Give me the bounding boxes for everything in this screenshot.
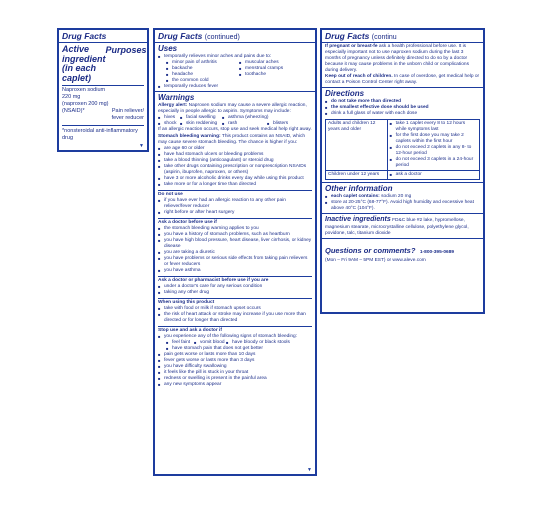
bleeding-sign: ■ have stomach pain that does not get better <box>166 346 312 352</box>
stomach-text: This product contains an NSAID, which may cause severe stomach bleeding. The chance is higher if you: <box>158 134 306 145</box>
pregnancy-section <box>322 43 483 88</box>
allergy-symptom: ■ hives <box>158 115 180 121</box>
drug-facts-title: Drug Facts <box>325 31 370 41</box>
use-item: ■ muscular aches <box>239 60 312 66</box>
questions-header: Questions or comments? <box>325 246 416 255</box>
use-item: ■ headache <box>166 72 239 78</box>
stomach-item: ■ have had stomach ulcers or bleeding problems <box>158 152 312 158</box>
use-item: ■ temporarily reduces fever <box>158 84 312 90</box>
children-dose: ■ ask a doctor <box>390 172 477 178</box>
allergy-title: Allergy alert: <box>158 103 188 108</box>
stop-use-title: Stop use and ask a doctor if <box>158 328 222 333</box>
bleeding-sign: ■ vomit blood <box>194 340 226 346</box>
warnings-section <box>155 92 315 389</box>
allergy-symptom: ■ blisters <box>267 121 312 127</box>
bleeding-sign: ■ feel faint <box>166 340 194 346</box>
use-item: ■ backache <box>166 66 239 72</box>
stop-use-item: ■ fever gets worse or lasts more than 3 days <box>158 358 312 364</box>
adult-dose-item: ■ take 1 caplet every 8 to 12 hours while symptoms last <box>390 121 477 133</box>
continued-label: (continu <box>371 34 397 41</box>
allergy-text: Naproxen sodium may cause a severe allergic reaction, especially in people allergic to aspirin. Symptoms may include: <box>158 103 307 114</box>
stomach-item: ■ take more or for a longer time than directed <box>158 182 312 188</box>
nsaid-footnote: *nonsteroidal anti-inflammatory drug <box>62 125 144 142</box>
questions-section <box>322 239 483 265</box>
stop-use-item: ■ it feels like the pill is stuck in your throat <box>158 370 312 376</box>
panel-active-ingredient <box>57 28 149 152</box>
stomach-item: ■ are age 60 or older <box>158 146 312 152</box>
ask-doctor-item: ■ you have a history of stomach problems, such as heartburn <box>158 232 312 238</box>
when-using-item: ■ the risk of heart attack or stroke may increase if you use more than directed or for longer than directed <box>158 312 312 324</box>
storage-info: ■ store at 20-25°C (68-77°F). Avoid high humidity and excessive heat above 40°C (104°F). <box>325 200 480 212</box>
purpose-line: fever reducer <box>111 115 144 121</box>
do-not-use-title: Do not use <box>158 192 183 197</box>
warnings-header: Warnings <box>158 93 195 102</box>
direction-item: ■ do not take more than directed <box>325 99 480 105</box>
other-info-header: Other information <box>325 184 393 193</box>
use-item: ■ minor pain of arthritis <box>166 60 239 66</box>
inactive-text: FD&C blue #2 lake, hypromellose, magnesium stearate, microcrystalline cellulose, polyethylene glycol, povidone, talc, titanium dioxide <box>325 218 469 236</box>
active-purposes-row <box>62 44 147 83</box>
continue-arrow-icon: ▼ <box>139 143 144 149</box>
ask-pharmacist-title: Ask a doctor or pharmacist before use if you are <box>158 278 269 283</box>
stomach-item: ■ have 3 or more alcoholic drinks every day while using this product <box>158 176 312 182</box>
panel-header <box>322 30 483 43</box>
stomach-item: ■ take a blood thinning (anticoagulant) or steroid drug <box>158 158 312 164</box>
panel-header <box>155 30 315 43</box>
table-row <box>326 171 480 180</box>
inactive-section <box>322 214 483 239</box>
stomach-item: ■ take other drugs containing prescription or nonprescription NSAIDs (aspirin, ibuprofen, naproxen, or others) <box>158 164 312 176</box>
ask-doctor-item: ■ you are taking a diuretic <box>158 250 312 256</box>
caplet-contains-label: each caplet contains: <box>331 194 380 199</box>
pregnant-text: ask a health professional before use. It is especially important not to use naproxen sodium during the last 3 months of pregnancy unless definitely directed to do so by a doctor because it may cause problems in the unborn child or complications during delivery. <box>325 44 469 73</box>
uses-section <box>155 43 315 92</box>
direction-item: ■ drink a full glass of water with each dose <box>325 111 480 117</box>
other-info-section <box>322 183 483 214</box>
adults-label: Adults and children 12 years and older <box>326 120 388 171</box>
allergy-symptom: ■ rash <box>222 121 267 127</box>
nsaid-line: (NSAID)* <box>62 108 85 114</box>
panel-directions <box>320 28 485 314</box>
keep-out-text: In case of overdose, get medical help or contact a Poison Control Center right away. <box>325 74 480 85</box>
uses-intro: ■ temporarily relieves minor aches and pains due to: <box>158 54 312 60</box>
when-using-item: ■ take with food or milk if stomach upset occurs <box>158 306 312 312</box>
ask-pharmacist-item: ■ taking any other drug <box>158 290 312 296</box>
allergy-after: If an allergic reaction occurs, stop use and seek medical help right away. <box>158 127 312 132</box>
allergy-symptom: ■ asthma (wheezing) <box>222 115 312 121</box>
dosage-table <box>325 119 480 180</box>
ask-doctor-item: ■ you have asthma <box>158 268 312 274</box>
allergy-symptom: ■ facial swelling <box>180 115 222 121</box>
stop-use-item: ■ redness or swelling is present in the painful area <box>158 376 312 382</box>
caplet-contains-value: sodium 20 mg <box>381 194 412 199</box>
stop-use-item: ■ any new symptoms appear <box>158 382 312 388</box>
use-item: ■ menstrual cramps <box>239 66 312 72</box>
inactive-header: Inactive ingredients <box>325 216 391 223</box>
ask-doctor-title: Ask a doctor before use if <box>158 220 217 225</box>
active-ingredient-header: Active ingredient (in each caplet) <box>62 44 106 83</box>
use-item: ■ the common cold <box>166 78 239 84</box>
stop-use-item: ■ pain gets worse or lasts more than 10 days <box>158 352 312 358</box>
use-item: ■ toothache <box>239 72 312 78</box>
purposes-header: Purposes <box>105 45 147 55</box>
bleeding-sign: ■ have bloody or black stools <box>226 340 312 346</box>
drug-facts-title: Drug Facts <box>62 31 107 41</box>
uses-header: Uses <box>158 44 178 53</box>
ask-pharmacist-item: ■ under a doctor's care for any serious condition <box>158 284 312 290</box>
do-not-use-item: ■ right before or after heart surgery <box>158 210 312 216</box>
keep-out-title: Keep out of reach of children. <box>325 74 393 79</box>
panel-header <box>59 30 147 43</box>
ask-doctor-item: ■ you have problems or serious side effects from taking pain relievers or fever reducers <box>158 256 312 268</box>
questions-phone: 1-800-395-0689 <box>419 250 455 255</box>
ingredient-line: Naproxen sodium <box>62 87 106 93</box>
when-using-title: When using this product <box>158 300 215 305</box>
table-row <box>326 120 480 171</box>
children-label: Children under 12 years <box>326 171 388 180</box>
allergy-symptom: ■ skin reddening <box>180 121 222 127</box>
adult-dose-item: ■ do not exceed 2 caplets in any 8- to 12-hour period <box>390 145 477 157</box>
ingredient-line: (naproxen 200 mg) <box>62 101 109 107</box>
panel-uses-warnings <box>153 28 317 476</box>
adult-dose-item: ■ for the first dose you may take 2 caplets within the first hour <box>390 133 477 145</box>
stomach-title: Stomach bleeding warning: <box>158 134 221 139</box>
stop-use-intro: ■ you experience any of the following signs of stomach bleeding: <box>158 334 312 340</box>
pregnant-title: If pregnant or breast-fe <box>325 44 378 49</box>
do-not-use-item: ■ if you have ever had an allergic reaction to any other pain reliever/fever reducer <box>158 198 312 210</box>
directions-section <box>322 88 483 183</box>
ask-doctor-item: ■ you have high blood pressure, heart disease, liver cirrhosis, or kidney disease <box>158 238 312 250</box>
ask-doctor-item: ■ the stomach bleeding warning applies to you <box>158 226 312 232</box>
direction-item: ■ the smallest effective dose should be used <box>325 105 480 111</box>
directions-header: Directions <box>325 89 365 98</box>
drug-facts-title: Drug Facts <box>158 31 203 41</box>
stop-use-item: ■ you have difficulty swallowing <box>158 364 312 370</box>
purpose-line: Pain reliever/ <box>111 108 144 114</box>
continue-arrow-icon: ▼ <box>307 467 312 473</box>
continued-label: (continued) <box>204 34 240 41</box>
adult-dose-item: ■ do not exceed 3 caplets in a 24-hour period <box>390 157 477 169</box>
allergy-symptom: ■ shock <box>158 121 180 127</box>
ingredient-line: 220 mg <box>62 94 81 100</box>
questions-text: (Mon – Fri 9AM – 5PM EST) or www.aleve.com <box>325 258 426 263</box>
